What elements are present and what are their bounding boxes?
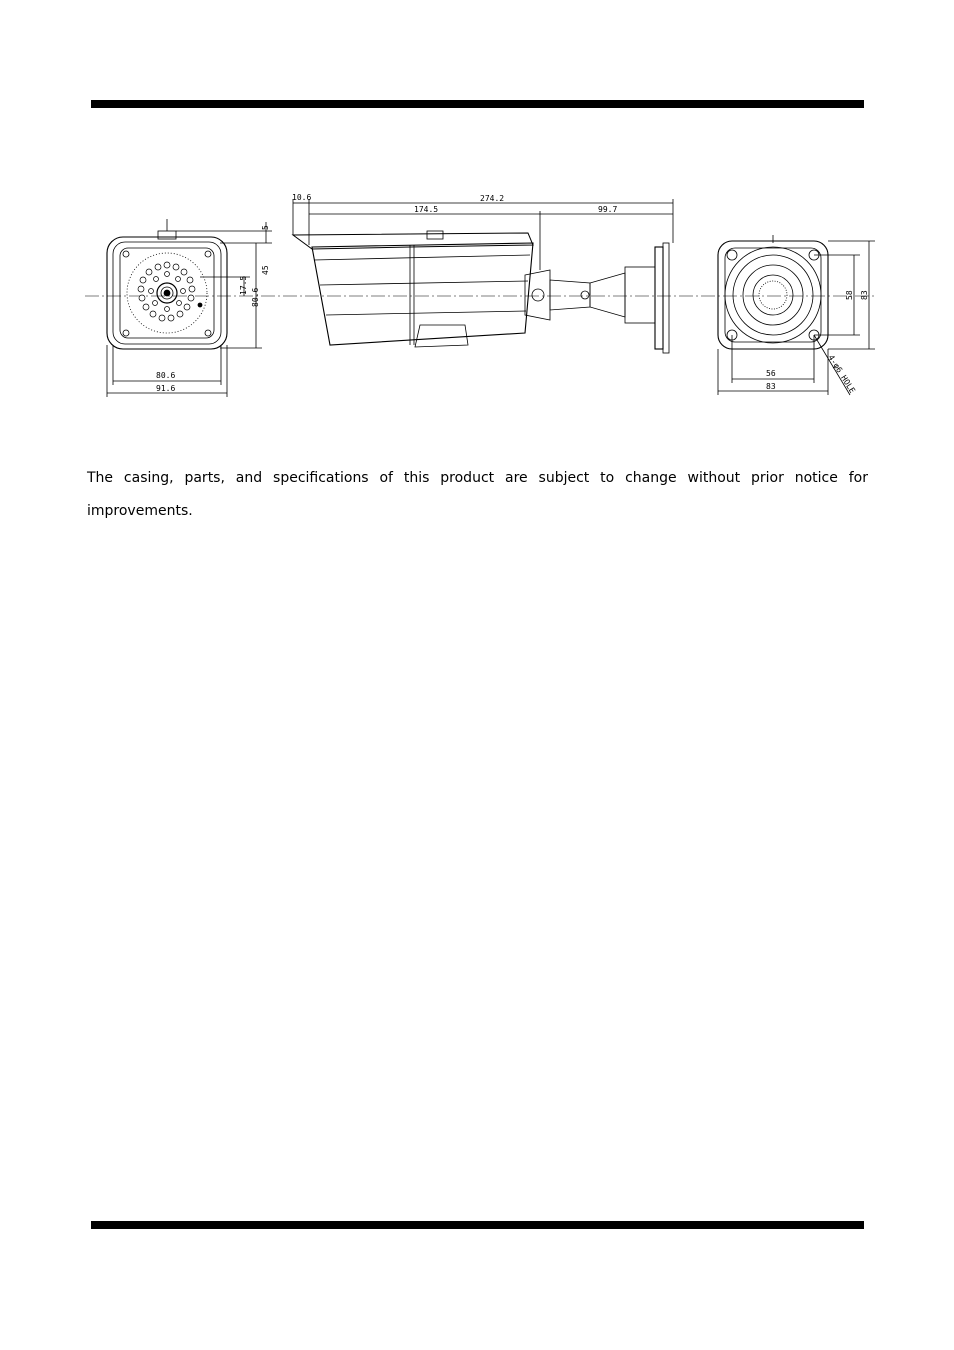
change-notice: The casing, parts, and specifications of this product are subject to change without prior notice for improvements. [87,470,868,519]
side-view [292,193,673,353]
front-dim-top: 5 [261,225,270,230]
base-dim-width: 83 [766,382,776,391]
base-dim-height: 83 [860,290,869,300]
side-dim-total: 274.2 [480,194,505,203]
base-dim-hole-h: 56 [766,369,776,378]
front-dim-low: 17.5 [239,275,248,295]
header-rule [91,100,864,108]
front-dim-width-inner: 80.6 [156,371,176,380]
base-view [718,235,875,395]
base-hole-label: 4-φ6 HOLE [826,353,857,395]
side-dim-offset: 10.6 [292,193,312,202]
front-dim-mid: 45 [261,265,270,275]
side-dim-bracket: 99.7 [598,205,618,214]
base-dim-hole-v: 58 [845,290,854,300]
front-view [107,219,272,397]
front-dim-total: 80.6 [251,287,260,307]
footer-rule [91,1221,864,1229]
side-dim-body: 174.5 [414,205,439,214]
front-dim-width-outer: 91.6 [156,384,176,393]
camera-dimension-drawing [80,185,880,410]
